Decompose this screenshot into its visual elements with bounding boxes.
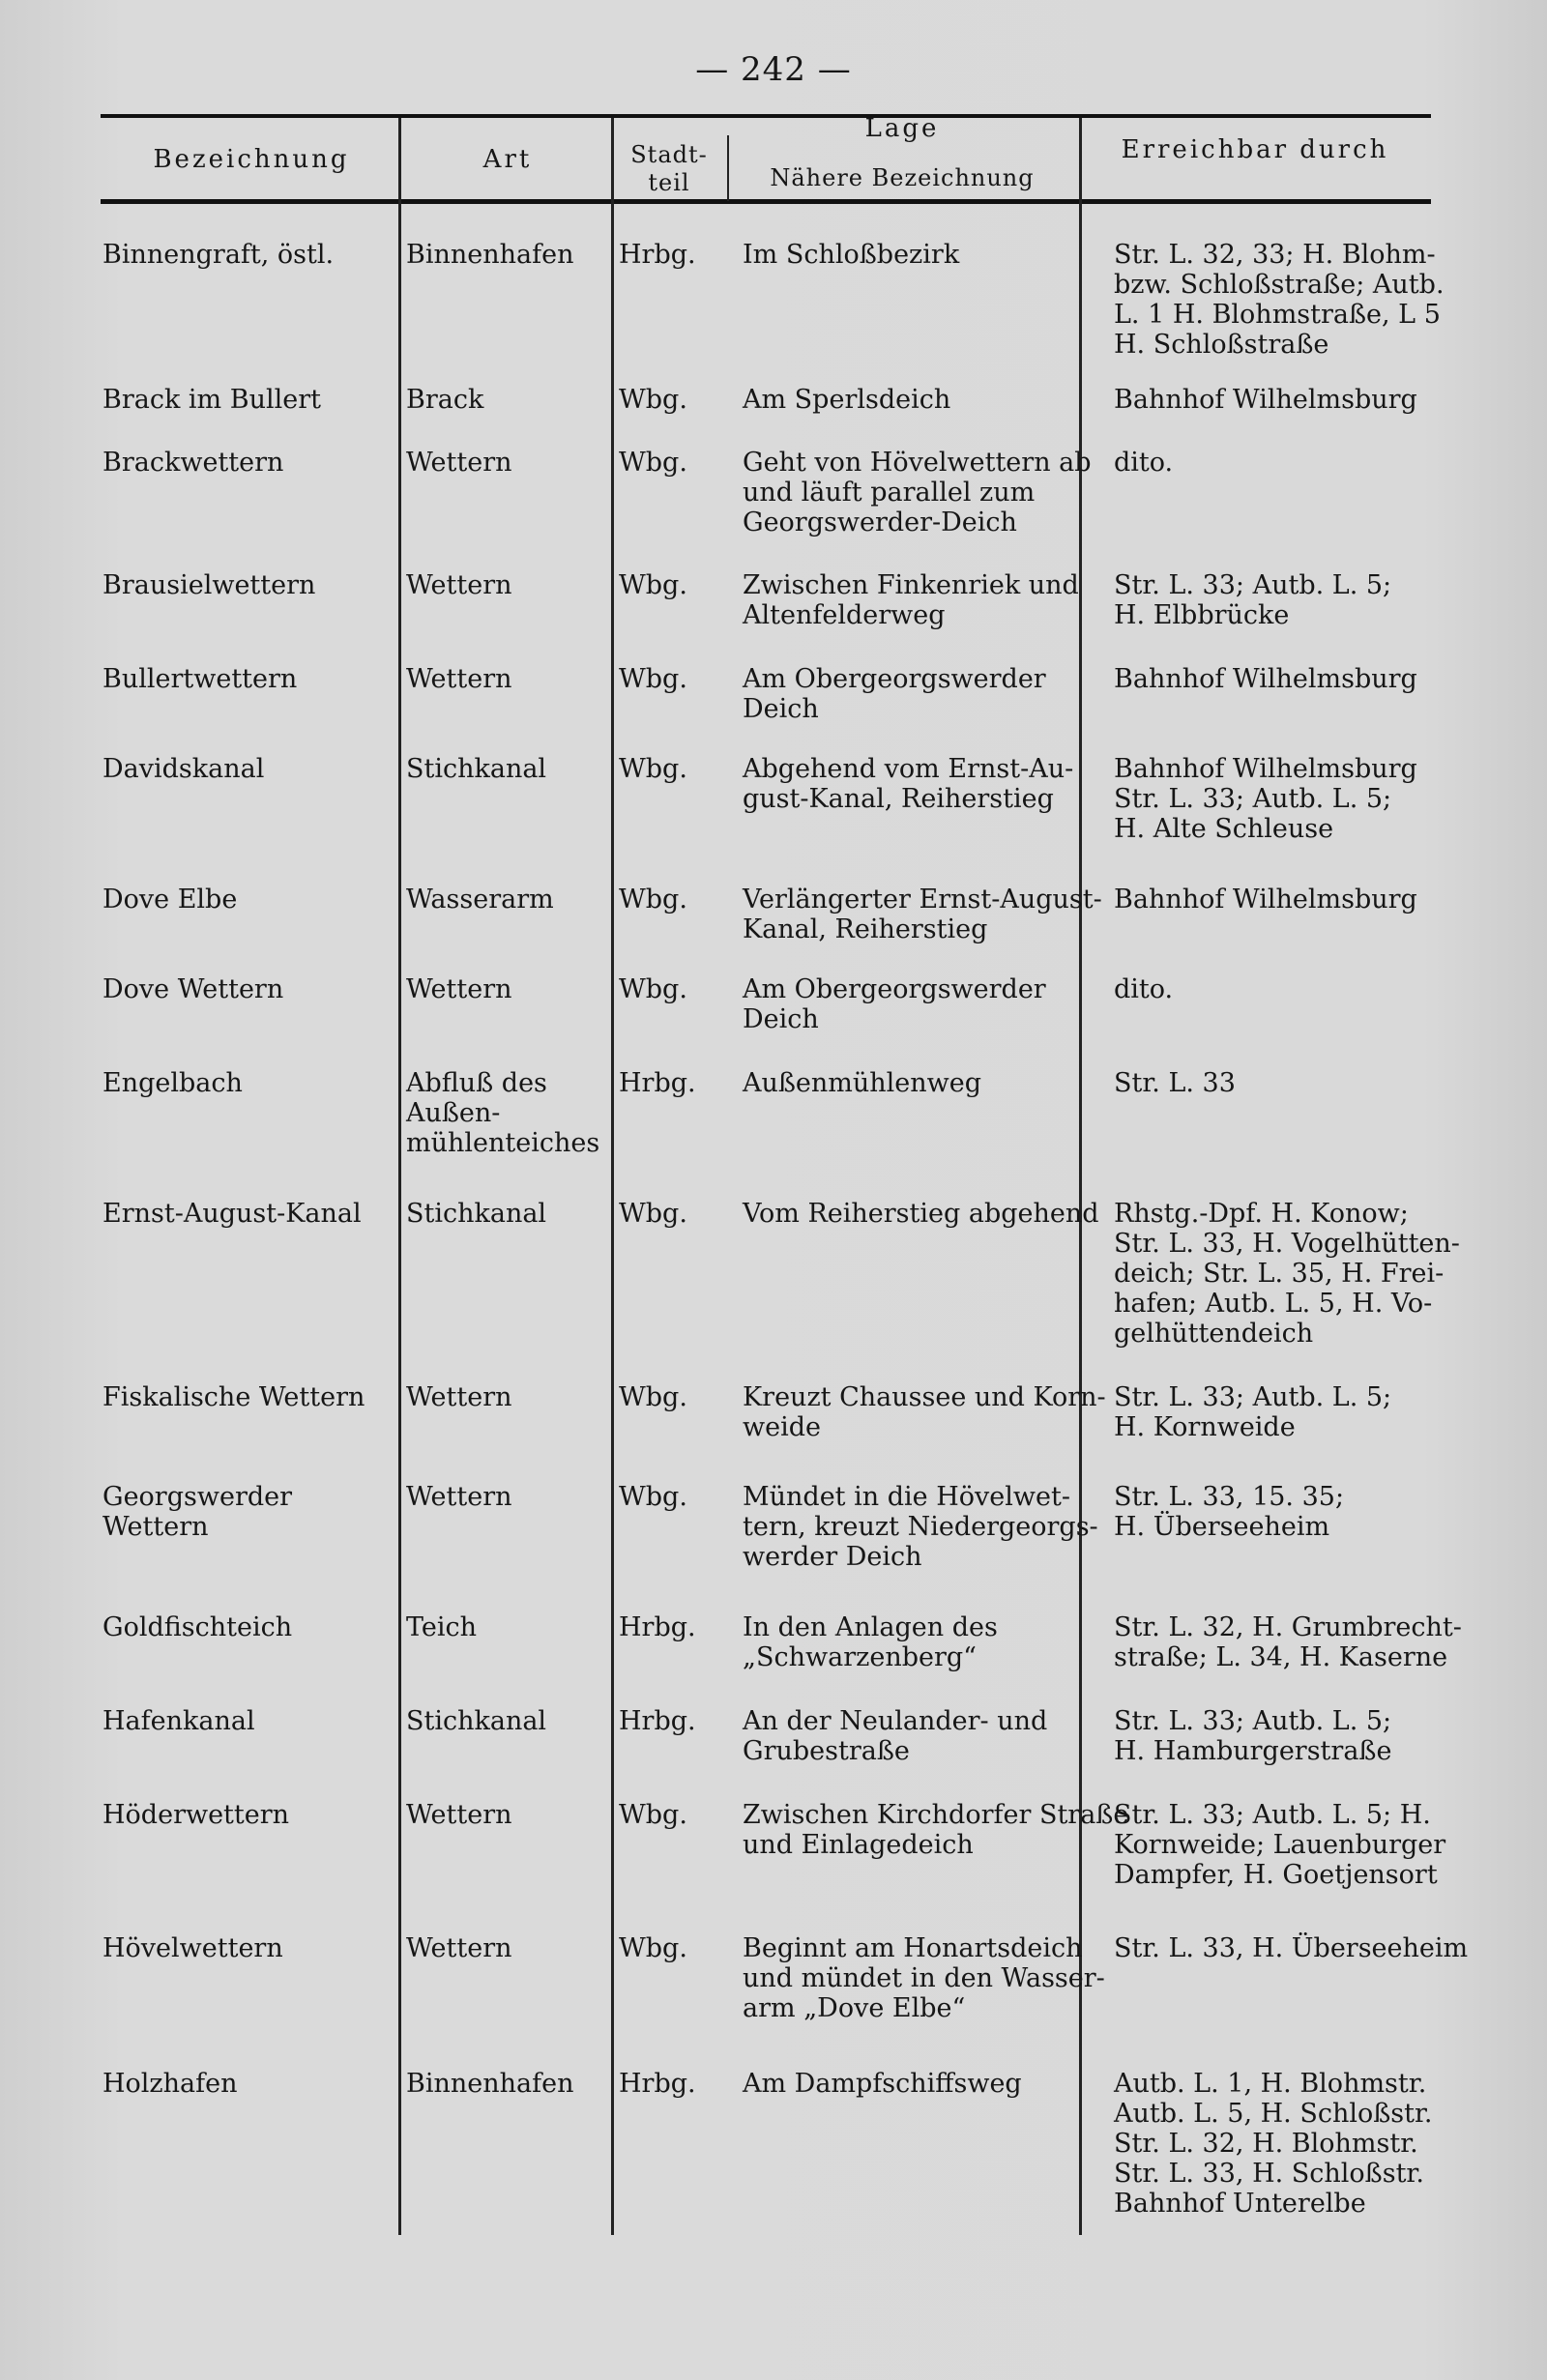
cell-art — [406, 1706, 604, 1736]
cell-naehere-bezeichnung-line: arm „Dove Elbe“ — [743, 1993, 966, 2023]
cell-naehere-bezeichnung-line: und mündet in den Wasser- — [743, 1963, 1105, 1993]
cell-naehere-bezeichnung-line: Verlängerter Ernst-August- — [743, 885, 1102, 914]
cell-erreichbar-line: Str. L. 32, 33; H. Blohm- — [1114, 240, 1436, 270]
cell-naehere-bezeichnung — [743, 974, 1110, 1034]
cell-stadtteil: Wbg. — [619, 754, 687, 784]
cell-erreichbar-line: H. Kornweide — [1114, 1412, 1296, 1442]
cell-bezeichnung: Höderwettern — [102, 1800, 290, 1830]
cell-stadtteil: Hrbg. — [619, 2069, 696, 2099]
cell-erreichbar — [1114, 240, 1496, 360]
cell-naehere-bezeichnung-line: Georgswerder-Deich — [743, 508, 1017, 537]
cell-naehere-bezeichnung — [743, 570, 1110, 630]
cell-erreichbar-line: Bahnhof Wilhelmsburg — [1114, 885, 1417, 914]
cell-naehere-bezeichnung-line: Kreuzt Chaussee und Korn- — [743, 1382, 1106, 1412]
cell-stadtteil: Wbg. — [619, 974, 687, 1004]
cell-stadtteil: Wbg. — [619, 1933, 687, 1963]
cell-stadtteil: Hrbg. — [619, 1612, 696, 1642]
cell-bezeichnung: Hafenkanal — [102, 1706, 255, 1736]
cell-erreichbar-line: Str. L. 33, H. Schloßstr. — [1114, 2159, 1424, 2189]
cell-art-line: Binnenhafen — [406, 2069, 574, 2099]
cell-naehere-bezeichnung — [743, 1933, 1110, 2023]
cell-stadtteil: Wbg. — [619, 1482, 687, 1512]
cell-bezeichnung: Georgswerder Wettern — [102, 1482, 293, 1542]
cell-art — [406, 1612, 604, 1642]
cell-art — [406, 1482, 604, 1512]
cell-erreichbar — [1114, 1612, 1496, 1672]
cell-naehere-bezeichnung-line: werder Deich — [743, 1542, 922, 1572]
cell-bezeichnung: Davidskanal — [102, 754, 265, 784]
cell-stadtteil: Wbg. — [619, 1199, 687, 1229]
cell-naehere-bezeichnung-line: Deich — [743, 694, 819, 724]
cell-bezeichnung: Hövelwettern — [102, 1933, 283, 1963]
header-art: Art — [482, 145, 533, 174]
cell-art-line: Wettern — [406, 1382, 512, 1412]
cell-erreichbar — [1114, 1706, 1496, 1766]
cell-bezeichnung: Brack im Bullert — [102, 385, 321, 415]
cell-naehere-bezeichnung-line: tern, kreuzt Niedergeorgs- — [743, 1512, 1098, 1542]
cell-erreichbar-line: Rhstg.-Dpf. H. Konow; — [1114, 1199, 1409, 1229]
cell-erreichbar-line: Autb. L. 1, H. Blohmstr. — [1114, 2069, 1427, 2099]
cell-erreichbar — [1114, 448, 1496, 478]
cell-erreichbar-line: Bahnhof Wilhelmsburg — [1114, 754, 1417, 784]
cell-naehere-bezeichnung-line: Deich — [743, 1004, 819, 1034]
cell-art — [406, 240, 604, 270]
cell-erreichbar-line: H. Alte Schleuse — [1114, 814, 1334, 844]
cell-stadtteil: Wbg. — [619, 1800, 687, 1830]
cell-erreichbar-line: Str. L. 32, H. Grumbrecht- — [1114, 1612, 1462, 1642]
cell-art-line: Wasserarm — [406, 885, 554, 914]
cell-naehere-bezeichnung — [743, 240, 1110, 270]
cell-erreichbar — [1114, 1199, 1496, 1349]
cell-erreichbar — [1114, 974, 1496, 1004]
cell-erreichbar-line: Str. L. 32, H. Blohmstr. — [1114, 2129, 1418, 2159]
cell-naehere-bezeichnung-line: Am Obergeorgswerder — [743, 664, 1046, 694]
header-bottom-rule — [101, 199, 1431, 204]
cell-bezeichnung: Goldfischteich — [102, 1612, 293, 1642]
cell-erreichbar-line: H. Überseeheim — [1114, 1512, 1330, 1542]
column-divider — [398, 118, 401, 2235]
header-naehere: Nähere Bezeichnung — [770, 164, 1035, 191]
page-number: — 242 — — [695, 50, 852, 89]
header-erreichbar: Erreichbar durch — [1121, 135, 1389, 164]
cell-art-line: Stichkanal — [406, 1199, 547, 1229]
cell-bezeichnung: Brausielwettern — [102, 570, 316, 600]
cell-naehere-bezeichnung-line: Am Obergeorgswerder — [743, 974, 1046, 1004]
cell-erreichbar-line: deich; Str. L. 35, H. Frei- — [1114, 1259, 1445, 1289]
column-divider — [727, 135, 729, 201]
cell-stadtteil: Wbg. — [619, 885, 687, 914]
cell-erreichbar-line: Bahnhof Unterelbe — [1114, 2189, 1366, 2219]
cell-erreichbar-line: Bahnhof Wilhelmsburg — [1114, 385, 1417, 415]
cell-naehere-bezeichnung-line: Am Dampfschiffsweg — [743, 2069, 1022, 2099]
cell-naehere-bezeichnung — [743, 1068, 1110, 1098]
cell-naehere-bezeichnung-line: Zwischen Kirchdorfer Straße — [743, 1800, 1129, 1830]
header-lage: Lage — [864, 114, 940, 143]
cell-stadtteil: Hrbg. — [619, 240, 696, 270]
cell-naehere-bezeichnung — [743, 1706, 1110, 1766]
cell-naehere-bezeichnung-line: Vom Reiherstieg abgehend — [743, 1199, 1099, 1229]
cell-erreichbar — [1114, 2069, 1496, 2219]
cell-art-line: Wettern — [406, 448, 512, 478]
header-bezeichnung: Bezeichnung — [153, 145, 350, 174]
cell-bezeichnung: Engelbach — [102, 1068, 243, 1098]
cell-naehere-bezeichnung-line: und läuft parallel zum — [743, 478, 1036, 508]
cell-naehere-bezeichnung — [743, 1800, 1129, 1860]
cell-art-line: Wettern — [406, 1800, 512, 1830]
cell-stadtteil: Hrbg. — [619, 1068, 696, 1098]
cell-art — [406, 1199, 604, 1229]
cell-erreichbar-line: Str. L. 33; Autb. L. 5; — [1114, 570, 1392, 600]
cell-erreichbar-line: gelhüttendeich — [1114, 1319, 1314, 1349]
cell-erreichbar-line: H. Hamburgerstraße — [1114, 1736, 1392, 1766]
cell-erreichbar-line: Str. L. 33; Autb. L. 5; — [1114, 1706, 1392, 1736]
cell-naehere-bezeichnung-line: In den Anlagen des — [743, 1612, 998, 1642]
cell-art-line: mühlenteiches — [406, 1128, 600, 1158]
cell-erreichbar — [1114, 1068, 1496, 1098]
cell-erreichbar — [1114, 570, 1496, 630]
cell-naehere-bezeichnung-line: Zwischen Finkenriek und — [743, 570, 1079, 600]
cell-art — [406, 1933, 604, 1963]
cell-art — [406, 664, 604, 694]
cell-erreichbar — [1114, 754, 1496, 844]
cell-stadtteil: Wbg. — [619, 385, 687, 415]
cell-art-line: Stichkanal — [406, 1706, 547, 1736]
cell-art — [406, 2069, 604, 2099]
cell-erreichbar — [1114, 1382, 1496, 1442]
cell-naehere-bezeichnung — [743, 664, 1110, 724]
cell-erreichbar-line: Str. L. 33; Autb. L. 5; — [1114, 784, 1392, 814]
cell-naehere-bezeichnung — [743, 754, 1110, 814]
cell-erreichbar-line: Str. L. 33; Autb. L. 5; — [1114, 1382, 1392, 1412]
cell-stadtteil: Hrbg. — [619, 1706, 696, 1736]
cell-erreichbar — [1114, 385, 1496, 415]
cell-art-line: Binnenhafen — [406, 240, 574, 270]
cell-naehere-bezeichnung — [743, 1612, 1110, 1672]
header-stadtteil-line: teil — [648, 168, 690, 196]
cell-art — [406, 1068, 604, 1158]
cell-bezeichnung: Bullertwettern — [102, 664, 298, 694]
cell-naehere-bezeichnung-line: Mündet in die Hövelwet- — [743, 1482, 1070, 1512]
cell-bezeichnung: Holzhafen — [102, 2069, 238, 2099]
cell-naehere-bezeichnung — [743, 448, 1110, 537]
cell-naehere-bezeichnung-line: Am Sperlsdeich — [743, 385, 951, 415]
cell-erreichbar-line: dito. — [1114, 448, 1174, 478]
cell-bezeichnung: Dove Wettern — [102, 974, 284, 1004]
cell-naehere-bezeichnung — [743, 385, 1110, 415]
cell-art — [406, 448, 604, 478]
cell-stadtteil: Wbg. — [619, 570, 687, 600]
cell-naehere-bezeichnung-line: „Schwarzenberg“ — [743, 1642, 977, 1672]
cell-art-line: Stichkanal — [406, 754, 547, 784]
cell-erreichbar-line: Kornweide; Lauenburger — [1114, 1830, 1446, 1860]
cell-erreichbar — [1114, 1933, 1496, 1963]
cell-erreichbar-line: Str. L. 33, H. Vogelhütten- — [1114, 1229, 1460, 1259]
cell-bezeichnung: Dove Elbe — [102, 885, 238, 914]
cell-art-line: Außen- — [406, 1098, 501, 1128]
cell-naehere-bezeichnung-line: Kanal, Reiherstieg — [743, 914, 988, 944]
cell-erreichbar-line: H. Elbbrücke — [1114, 600, 1290, 630]
cell-art-line: Teich — [406, 1612, 478, 1642]
cell-erreichbar — [1114, 1482, 1496, 1542]
cell-erreichbar-line: Autb. L. 5, H. Schloßstr. — [1114, 2099, 1433, 2129]
cell-art-line: Wettern — [406, 664, 512, 694]
cell-naehere-bezeichnung-line: Beginnt am Honartsdeich — [743, 1933, 1083, 1963]
cell-erreichbar-line: bzw. Schloßstraße; Autb. — [1114, 270, 1445, 300]
header-stadtteil — [615, 141, 723, 197]
cell-erreichbar-line: hafen; Autb. L. 5, H. Vo- — [1114, 1289, 1433, 1319]
cell-art — [406, 570, 604, 600]
cell-erreichbar-line: Str. L. 33; Autb. L. 5; H. — [1114, 1800, 1431, 1830]
cell-naehere-bezeichnung-line: Geht von Hövelwettern ab — [743, 448, 1092, 478]
cell-naehere-bezeichnung — [743, 1382, 1110, 1442]
column-divider — [611, 118, 614, 2235]
cell-erreichbar — [1114, 885, 1496, 914]
cell-naehere-bezeichnung-line: Altenfelderweg — [743, 600, 946, 630]
cell-bezeichnung: Fiskalische Wettern — [102, 1382, 365, 1412]
cell-art-line: Wettern — [406, 1933, 512, 1963]
cell-bezeichnung: Brackwettern — [102, 448, 284, 478]
cell-erreichbar-line: Bahnhof Wilhelmsburg — [1114, 664, 1417, 694]
cell-art-line: Brack — [406, 385, 484, 415]
cell-art — [406, 385, 604, 415]
cell-stadtteil: Wbg. — [619, 664, 687, 694]
cell-erreichbar-line: Str. L. 33 — [1114, 1068, 1236, 1098]
cell-stadtteil: Wbg. — [619, 1382, 687, 1412]
cell-naehere-bezeichnung-line: Im Schloßbezirk — [743, 240, 960, 270]
cell-naehere-bezeichnung — [743, 1199, 1110, 1229]
cell-art — [406, 1800, 604, 1830]
cell-erreichbar-line: L. 1 H. Blohmstraße, L 5 — [1114, 300, 1441, 330]
cell-art — [406, 754, 604, 784]
cell-naehere-bezeichnung-line: An der Neulander- und — [743, 1706, 1048, 1736]
cell-art-line: Wettern — [406, 1482, 512, 1512]
cell-naehere-bezeichnung — [743, 1482, 1110, 1572]
cell-bezeichnung: Ernst-August-Kanal — [102, 1199, 362, 1229]
cell-erreichbar-line: straße; L. 34, H. Kaserne — [1114, 1642, 1448, 1672]
cell-naehere-bezeichnung — [743, 885, 1110, 944]
cell-art-line: Wettern — [406, 570, 512, 600]
cell-art-line: Abfluß des — [406, 1068, 547, 1098]
cell-erreichbar — [1114, 1800, 1496, 1890]
cell-naehere-bezeichnung-line: weide — [743, 1412, 821, 1442]
cell-bezeichnung: Binnengraft, östl. — [102, 240, 335, 270]
cell-naehere-bezeichnung-line: Außenmühlenweg — [743, 1068, 982, 1098]
cell-naehere-bezeichnung-line: Abgehend vom Ernst-Au- — [743, 754, 1074, 784]
cell-art — [406, 1382, 604, 1412]
cell-naehere-bezeichnung — [743, 2069, 1110, 2099]
cell-erreichbar-line: Dampfer, H. Goetjensort — [1114, 1860, 1438, 1890]
cell-erreichbar-line: H. Schloßstraße — [1114, 330, 1329, 360]
cell-naehere-bezeichnung-line: und Einlagedeich — [743, 1830, 974, 1860]
cell-naehere-bezeichnung-line: gust-Kanal, Reiherstieg — [743, 784, 1054, 814]
cell-naehere-bezeichnung-line: Grubestraße — [743, 1736, 910, 1766]
cell-erreichbar-line: dito. — [1114, 974, 1174, 1004]
cell-erreichbar-line: Str. L. 33, H. Überseeheim — [1114, 1933, 1469, 1963]
cell-erreichbar — [1114, 664, 1496, 694]
cell-erreichbar-line: Str. L. 33, 15. 35; — [1114, 1482, 1345, 1512]
column-divider — [1079, 118, 1082, 2235]
cell-art-line: Wettern — [406, 974, 512, 1004]
cell-art — [406, 885, 604, 914]
cell-stadtteil: Wbg. — [619, 448, 687, 478]
cell-art — [406, 974, 604, 1004]
header-stadtteil-line: Stadt- — [630, 141, 708, 168]
